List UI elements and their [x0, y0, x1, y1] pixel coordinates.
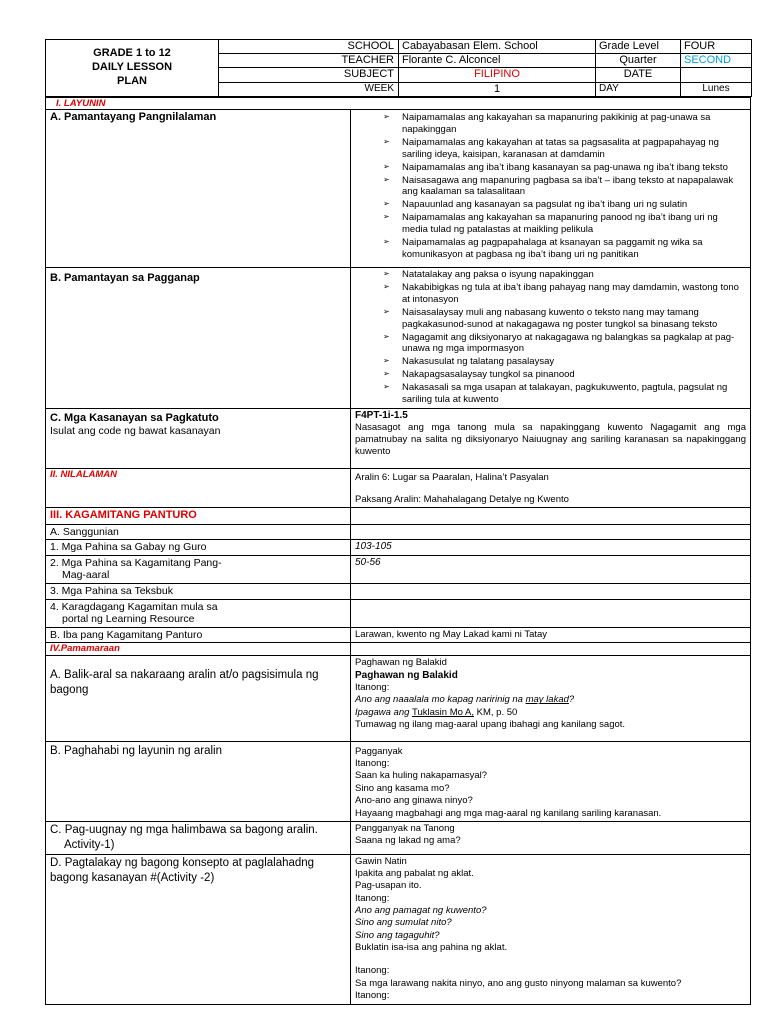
pamantayan-pagganap-list [351, 268, 751, 409]
week-label: WEEK [219, 82, 399, 96]
week-value: 1 [399, 82, 596, 96]
lesson-plan-page [45, 39, 751, 1005]
arrow-bullet-icon: ➢ [383, 161, 390, 171]
kasanayan-subtitle: Isulat ang code ng bawat kasanayan [50, 424, 221, 437]
karagdagang-kagamitan-label: 4. Karagdagang Kagamitan mula sa portal ng Learning Resource [46, 599, 351, 627]
kasanayan-content [351, 408, 751, 468]
arrow-bullet-icon: ➢ [383, 282, 390, 292]
school-value: Cabayabasan Elem. School [399, 40, 596, 54]
teacher-label: TEACHER [219, 54, 399, 68]
date-value [681, 68, 752, 82]
pamantayang-pangnilalaman-list [351, 110, 751, 268]
objective-item: ➢ Naipamamalas ang kakayahan at tatas sa pagsasalita at pagpapahayag ng sariling ideya, kaisipan, karanasan at damdamin [383, 136, 719, 160]
sanggunian-label: A. Sanggunian [46, 524, 351, 540]
pamantayang-pangnilalaman-title: A. Pamantayang Pangnilalaman [46, 110, 351, 268]
arrow-bullet-icon: ➢ [383, 174, 390, 184]
arrow-bullet-icon: ➢ [383, 212, 390, 222]
quarter-value: SECOND [681, 54, 752, 68]
teksbuk-label: 3. Mga Pahina sa Teksbuk [46, 584, 351, 600]
iba-pang-kagamitan-value: Larawan, kwento ng May Lakad kami ni Tatay [351, 627, 751, 643]
section-nilalaman: II. NILALAMAN [46, 468, 351, 508]
grade-label: Grade Level [596, 40, 681, 54]
objective-item: ➢ Nakabibigkas ng tula at iba’t ibang pahayag nang may damdamin, wastong tono at intonasyon [383, 282, 739, 305]
iba-pang-kagamitan-label: B. Iba pang Kagamitang Panturo [46, 627, 351, 643]
objective-item: ➢ Natatalakay ang paksa o isyung napakinggan [383, 269, 594, 281]
arrow-bullet-icon: ➢ [383, 382, 390, 392]
main-table [45, 97, 751, 1005]
gabay-guro-label: 1. Mga Pahina sa Gabay ng Guro [46, 540, 351, 556]
section-pamamaraan: IV.Pamamaraan [46, 643, 351, 655]
subject-label: SUBJECT [219, 68, 399, 82]
pagtalakay-content: Gawin Natin Ipakita ang pabalat ng aklat. Pag-usapan ito. Itanong: Ano ang pamagat ng kuwento? Sino ang sumulat nito? Sino ang tagaguhit? Buklatin isa-isa ang pahina ng aklat. Itanong: Sa mga larawang nakita ninyo, ano ang gusto ninyong malaman sa kuwento? Itanong: [351, 854, 751, 1004]
arrow-bullet-icon: ➢ [383, 112, 390, 122]
nilalaman-content [351, 468, 751, 508]
objective-item: ➢ Naipamamalas ang kakayahan sa mapanuring pakikinig at pag-unawa sa napakinggan [383, 112, 711, 136]
dlp-title: GRADE 1 to 12 DAILY LESSON PLAN [46, 40, 219, 97]
pag-uugnay-title: C. Pag-uugnay ng mga halimbawa sa bagong aralin. Activity-1) [46, 821, 351, 854]
arrow-bullet-icon: ➢ [383, 331, 390, 341]
day-value: Lunes [681, 82, 752, 96]
kasanayan-cell [46, 408, 351, 468]
arrow-bullet-icon: ➢ [383, 369, 390, 379]
arrow-bullet-icon: ➢ [383, 199, 390, 209]
gabay-guro-pages: 103-105 [351, 540, 751, 556]
arrow-bullet-icon: ➢ [383, 136, 390, 146]
section-layunin: I. LAYUNIN [46, 97, 751, 109]
objective-item: ➢ Nagagamit ang diksiyonaryo at nakagagawa ng balangkas sa pagkalap at pag-unawa ng mga impormasyon [383, 331, 735, 355]
aralin-title: Aralin 6: Lugar sa Paaralan, Halina’t Pasyalan [355, 471, 549, 483]
balik-aral-title: A. Balik-aral sa nakaraang aralin at/o pagsisimula ng bagong [46, 655, 351, 741]
header-table [45, 39, 752, 97]
objective-item: ➢ Naipamamalas ang iba’t ibang kasanayan sa pag-unawa ng iba’t ibang teksto [383, 161, 728, 173]
teacher-value: Florante C. Alconcel [399, 54, 596, 68]
objective-item: ➢ Nakasusulat ng talatang pasalaysay [383, 356, 555, 368]
balik-aral-content: Paghawan ng Balakid Paghawan ng Balakid Itanong: Ano ang naaalala mo kapag naririnig na may lakad? Ipagawa ang Tuklasin Mo A, KM, p. 50 Tumawag ng ilang mag-aaral upang ibahagi ang kanilang sagot. [351, 655, 751, 741]
objective-item: ➢ Naipamamalas ag pagpapahalaga at ksanayan sa paggamit ng wika sa komunikasyon at pagbasa ng iba’t ibang uri ng panitikan [383, 236, 703, 260]
quarter-label: Quarter [596, 54, 681, 68]
paghahabi-title: B. Paghahabi ng layunin ng aralin [46, 741, 351, 821]
section-kagamitan: III. KAGAMITANG PANTURO [46, 508, 351, 524]
arrow-bullet-icon: ➢ [383, 306, 390, 316]
paksang-aralin: Paksang Aralin: Mahahalagang Detalye ng Kwento [355, 494, 569, 506]
day-label: DAY [596, 82, 681, 96]
kagamitan-mag-aaral-label: 2. Mga Pahina sa Kagamitang Pang- Mag-aaral [46, 555, 351, 583]
paghahabi-content: Pagganyak Itanong: Saan ka huling nakapamasyal? Sino ang kasama mo? Ano-ano ang ginawa ninyo? Hayaang magbahagi ang mga mag-aaral ng kanilang sariling karanasan. [351, 741, 751, 821]
kagamitan-mag-aaral-pages: 50-56 [351, 555, 751, 583]
arrow-bullet-icon: ➢ [383, 356, 390, 366]
kasanayan-title: C. Mga Kasanayan sa Pagkatuto [50, 411, 219, 424]
objective-item: ➢ Nakasasali sa mga usapan at talakayan, pagkukuwento, pagtula, pagsulat ng sariling tula at kuwento [383, 382, 728, 405]
objective-item: ➢ Nakapagsasalaysay tungkol sa pinanood [383, 369, 575, 381]
pagtalakay-title: D. Pagtalakay ng bagong konsepto at paglalahadng bagong kasanayan #(Activity -2) [46, 854, 351, 1004]
objective-item: ➢ Naisasalaysay muli ang nabasang kuwento o teksto nang may tamang pagkakasunod-sunod at nakagagawa ng poster tungkol sa binasang teksto [383, 306, 718, 330]
pag-uugnay-content: Pangganyak na Tanong Saana ng lakad ng ama? [351, 821, 751, 854]
objective-item: ➢ Napauunlad ang kasanayan sa pagsulat ng iba’t ibang uri ng sulatin [383, 199, 688, 211]
arrow-bullet-icon: ➢ [383, 236, 390, 246]
date-label: DATE [596, 68, 681, 82]
kasanayan-text: Nasasagot ang mga tanong mula sa napakinggang kuwento Nagagamit ang mga pamatnubay na salita ng diksiyonaryo Naiuugnay ang sariling karanasan sa napakinggang kuwento [355, 421, 746, 458]
objective-item: ➢ Naisasagawa ang mapanuring pagbasa sa iba’t – ibang teksto at napapalawak ang kaalaman sa talasalitaan [383, 174, 734, 198]
arrow-bullet-icon: ➢ [383, 269, 390, 279]
kasanayan-code: F4PT-1i-1.5 [355, 409, 408, 421]
objective-item: ➢ Naipamamalas ang kakayahan sa mapanuring panood ng iba’t ibang uri ng media tulad ng patalastas at maikling pelikula [383, 212, 718, 236]
pamantayan-pagganap-title: B. Pamantayan sa Pagganap [46, 268, 351, 409]
subject-value: FILIPINO [399, 68, 596, 82]
grade-value: FOUR [681, 40, 752, 54]
school-label: SCHOOL [219, 40, 399, 54]
